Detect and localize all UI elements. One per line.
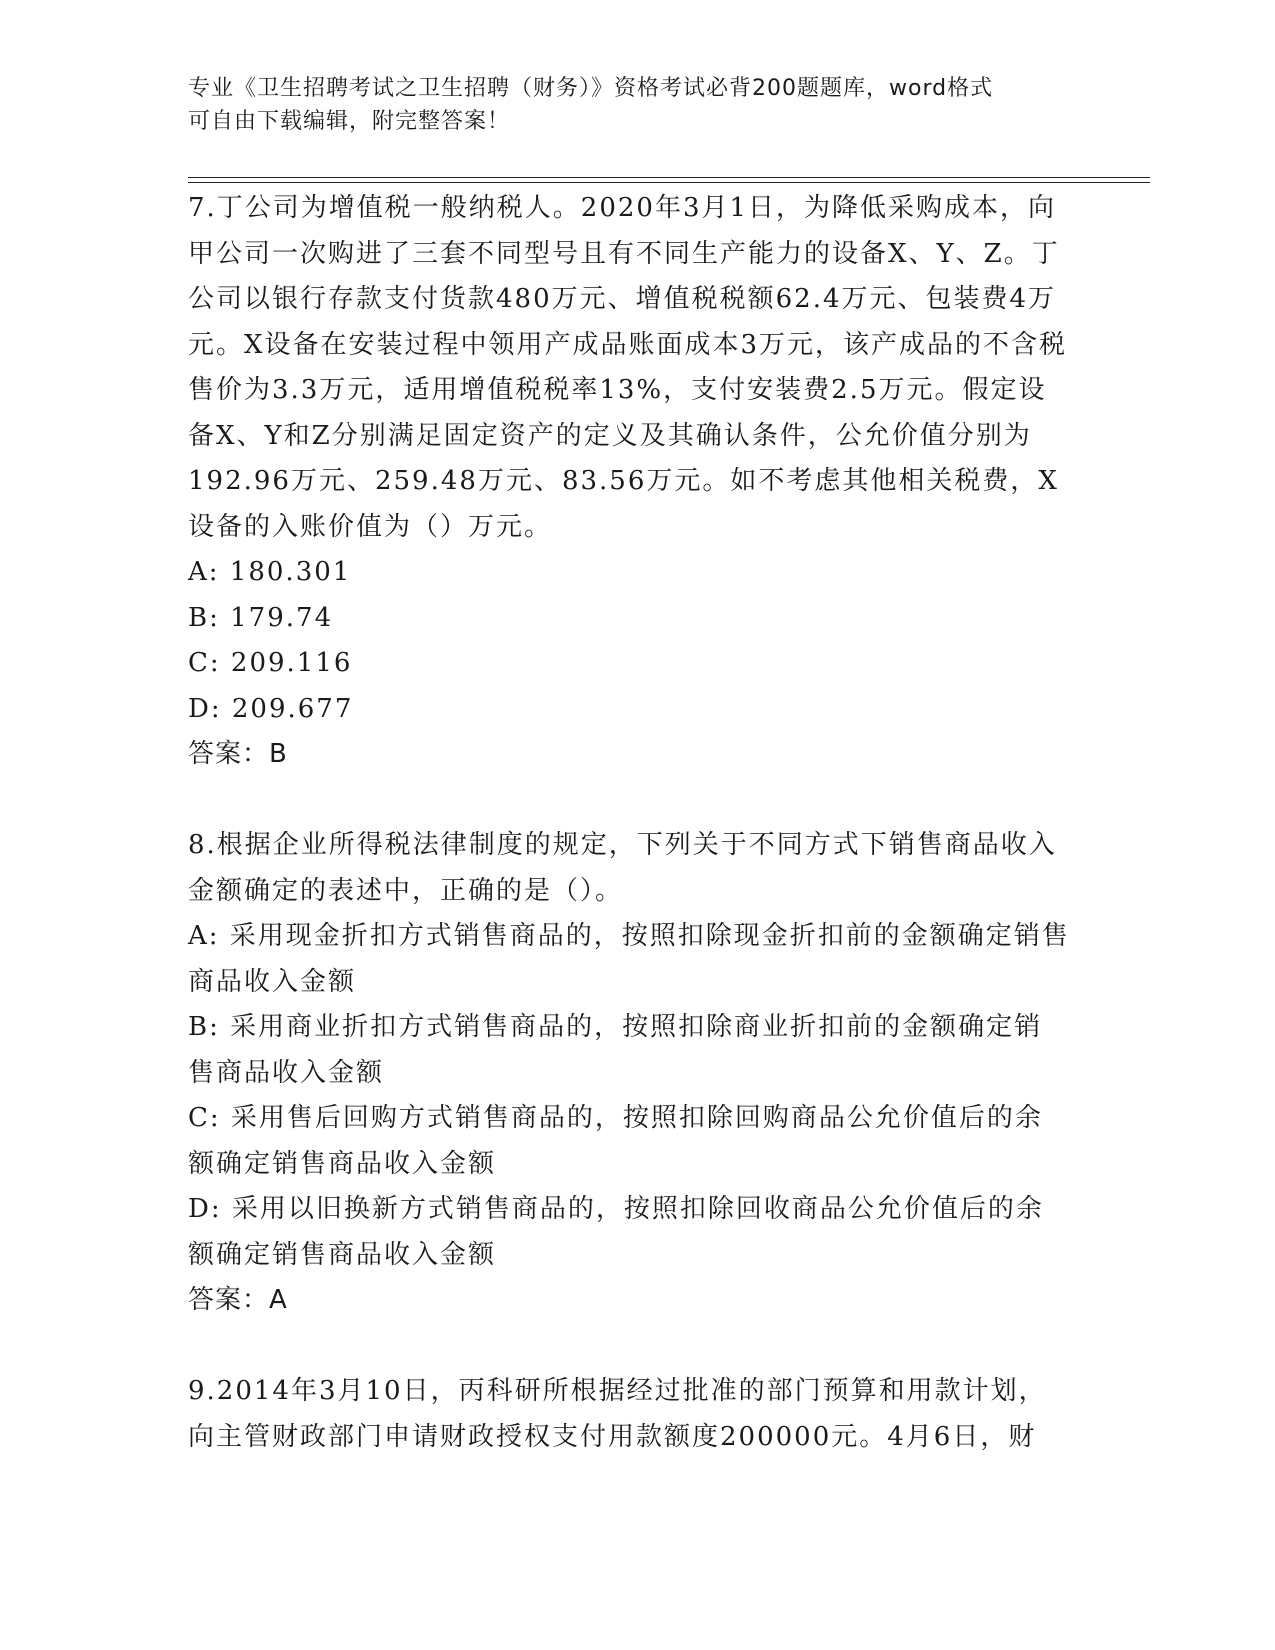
header-line-2: 可自由下载编辑，附完整答案！ xyxy=(188,109,511,134)
document-header xyxy=(188,72,1068,138)
question-gap xyxy=(188,778,1070,824)
question-8 xyxy=(188,823,1070,1324)
question-gap xyxy=(188,1324,1070,1370)
answer-label: 答案：B xyxy=(188,739,288,769)
question-stem: 8.根据企业所得税法律制度的规定，下列关于不同方式下销售商品收入金额确定的表述中，正确的是（）。 xyxy=(188,830,1057,906)
question-stem: 9.2014年3月10日，丙科研所根据经过批准的部门预算和用款计划，向主管财政部门申请财政授权支付用款额度200000元。4月6日，财 xyxy=(188,1376,1047,1452)
option-a: A: 采用现金折扣方式销售商品的，按照扣除现金折扣前的金额确定销售商品收入金额 xyxy=(188,921,1070,997)
option-b: B: 采用商业折扣方式销售商品的，按照扣除商业折扣前的金额确定销售商品收入金额 xyxy=(188,1012,1043,1088)
question-7 xyxy=(188,186,1070,778)
answer-label: 答案：A xyxy=(188,1285,288,1315)
header-divider-bottom xyxy=(188,182,1150,183)
header-divider-top xyxy=(188,177,1150,178)
option-d: D: 209.677 xyxy=(188,693,354,724)
option-list xyxy=(188,550,1070,732)
option-a: A: 180.301 xyxy=(188,557,352,587)
header-line-1: 专业《卫生招聘考试之卫生招聘（财务）》资格考试必背200题题库，word格式 xyxy=(188,76,994,101)
option-c: C: 采用售后回购方式销售商品的，按照扣除回购商品公允价值后的余额确定销售商品收入金额 xyxy=(188,1103,1043,1179)
option-c: C: 209.116 xyxy=(188,648,353,678)
question-list xyxy=(188,186,1070,1460)
option-d: D: 采用以旧换新方式销售商品的，按照扣除回收商品公允价值后的余额确定销售商品收入金额 xyxy=(188,1194,1044,1270)
question-9 xyxy=(188,1369,1070,1460)
option-b: B: 179.74 xyxy=(188,602,334,633)
option-list xyxy=(188,914,1070,1278)
question-stem: 7.丁公司为增值税一般纳税人。2020年3月1日，为降低采购成本，向甲公司一次购进了三套不同型号且有不同生产能力的设备X、Y、Z。丁公司以银行存款支付货款480万元、增值税税额62.4万元、包装费4万元。X设备在安装过程中领用产成品账面成本3万元，该产成品的不含税售价为3.3万元，适用增值税税率13%，支付安装费2.5万元。假定设备X、Y和Z分别满足固定资产的定义及其确认条件，公允价值分别为192.96万元、259.48万元、83.56万元。如不考虑其他相关税费，X设备的入账价值为（）万元。 xyxy=(188,193,1068,542)
